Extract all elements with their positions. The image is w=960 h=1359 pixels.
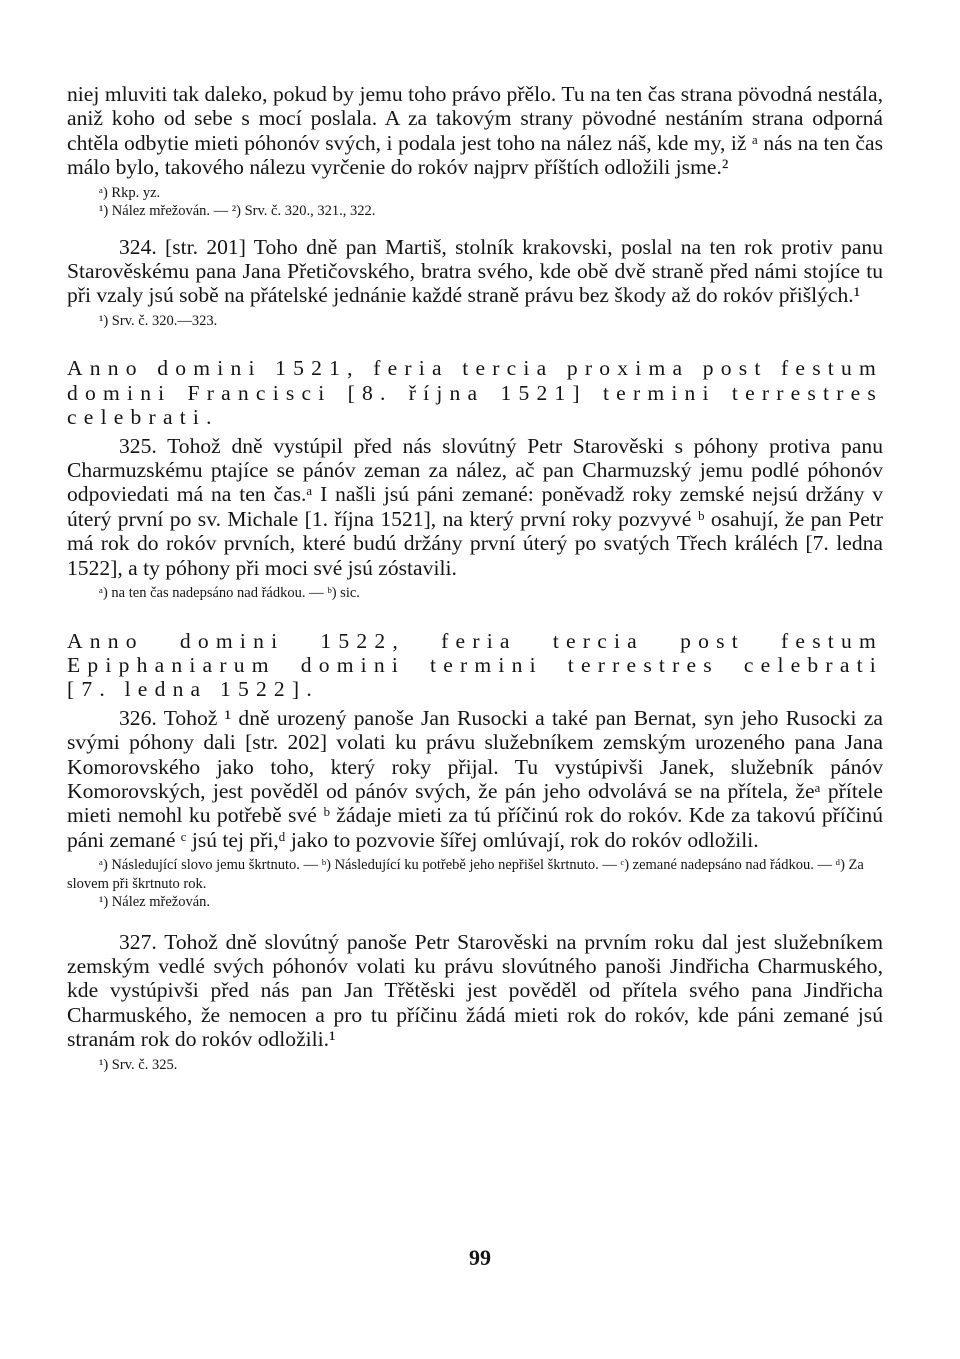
page-number: 99 [469,1245,491,1270]
entry-324: 324. [str. 201] Toho dně pan Martiš, stolník krakovski, poslal na ten rok protiv panu Starověskému pana Jana Přetičovského, bratra svého, kde obě dvě straně před námi stojíce tu při vzaly jsú sobě na přátelské jednánie každé straně právu bez škody až do rokóv přišlých.¹ [67,234,883,308]
entry-326: 326. Tohož ¹ dně urozený panoše Jan Rusocki a také pan Bernat, syn jeho Rusocki za svými póhony dali [str. 202] volati ku právu služebníkem zemským urozeného pana Jana Komorovského jako toho, který roky přijal. Tu vystúpivši Janek, služebník pánóv Komorovských, jest pověděl od pánóv svých, že pán jeho odvolává se na přítela, žeᵃ přítele mieti nemohl ku potřebě své ᵇ žádaje mieti za tú příčinú rok do rokóv. Kde za takovú příčinú páni zemané ᶜ jsú tej při,ᵈ jako to pozvovie šířej omlúvají, rok do rokóv odložili. [67,705,883,852]
footnote: ¹) Nález mřežován. — ²) Srv. č. 320., 321., 322. [99,203,376,220]
entry-325: 325. Tohož dně vystúpil před nás slovútný Petr Starověski s póhony protiva panu Charmuzskému ptajíce se pánóv zeman za nález, ač pan Charmuzský jemu podlé póhonóv odpoviedati má na ten čas.ᵃ I našli jsú páni zemané: poněvadž roky zemské nejsú držány v úterý první po sv. Michale [1. října 1521], na který první roky pozvyvé ᵇ osahují, že pan Petr má rok do rokóv prvních, které budú držány první úterý po svatých Třech králéch [7. ledna 1522], a ty póhony při moci své jsú zóstavili. [67,433,883,580]
session-heading-1521: Anno domini 1521, feria tercia proxima post festum domini Francisci [8. října 1521] termini terrestres celebrati. [67,356,883,430]
footnote: ¹) Srv. č. 320.—323. [99,312,218,329]
session-heading-1522: Anno domini 1522, feria tercia post festum Epiphaniarum domini termini terrestres celebrati [7. ledna 1522]. [67,628,883,702]
document-page [67,82,883,1074]
entry-327: 327. Tohož dně slovútný panoše Petr Starověski na prvním roku dal jest služebníkem zemským vedlé svých póhonóv volati ku právu slovútného panoši Jindřicha Charmuského, kde vystúpivši před nás pan Jan Třětěski jest pověděl od přítela svého pana Jindřicha Charmuského, že nemocen a pro tu příčinu žádá mieti rok do rokóv, kde páni zemané jsú stranám rok do rokóv odložili.¹ [67,929,883,1052]
footnote: ¹) Srv. č. 325. [99,1056,178,1073]
footnote: ᵃ) na ten čas nadepsáno nad řádkou. — ᵇ) sic. [99,585,360,601]
paragraph-continuation: niej mluviti tak daleko, pokud by jemu toho právo přělo. Tu na ten čas strana pövodná nestála, aniž koho od sebe s mocí poslala. A za takovým strany pövodné nestáním strana odporná chtěla odbytie mieti póhonóv svých, i podala jest toho na nález náš, kde my, iž ᵃ nás na ten čas málo bylo, takového nálezu vyrčenie do rokóv najprv příštích odložili jsme.² [67,82,883,180]
footnote: ᵃ) Následující slovo jemu škrtnuto. — ᵇ) Následující ku potřebě jeho nepřišel škrtnuto. — ᶜ) zemané nadepsáno nad řádkou. — ᵈ) Za slovem při škrtnuto rok. [67,857,864,892]
footnote: ¹) Nález mřežován. [99,894,211,911]
footnote: ᵃ) Rkp. yz. [99,184,161,201]
